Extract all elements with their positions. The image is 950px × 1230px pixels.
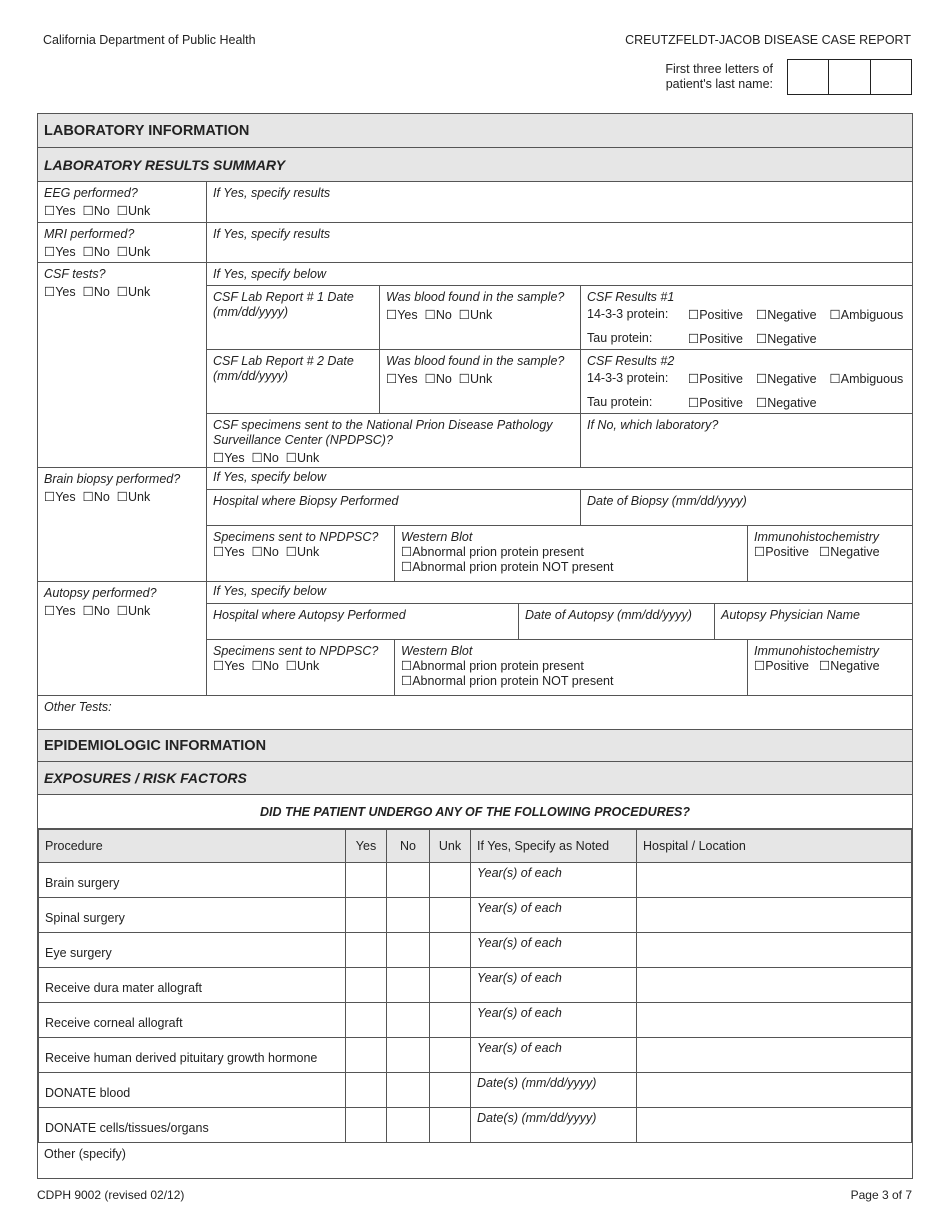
checkbox-ambiguous[interactable]: ☐Ambiguous — [829, 372, 904, 386]
procedures-table-wrap — [38, 829, 912, 1178]
lab-summary-title: LABORATORY RESULTS SUMMARY — [38, 148, 912, 182]
biopsy-options[interactable] — [44, 489, 200, 504]
biopsy-western-blot: Western Blot — [401, 530, 473, 544]
autopsy-spec-sent-options[interactable] — [213, 659, 388, 674]
specify-cell[interactable]: Year(s) of each — [471, 933, 637, 968]
checkbox-no[interactable]: ☐No — [82, 204, 110, 218]
autopsy-question: Autopsy performed? — [44, 586, 157, 600]
csf2-1433-options[interactable] — [688, 371, 903, 386]
table-row — [39, 1108, 912, 1143]
hospital-location-cell[interactable] — [637, 1073, 912, 1108]
no-cell[interactable] — [387, 1073, 430, 1108]
autopsy-western-blot: Western Blot — [401, 644, 473, 658]
csf-npdpsc-question: CSF specimens sent to the National Prion Disease Pathology Surveillance Center (NPDPSC)? — [213, 418, 553, 447]
eeg-row — [38, 182, 912, 223]
table-row — [39, 1038, 912, 1073]
procedures-header-row — [39, 830, 912, 863]
checkbox-negative[interactable]: ☐Negative — [755, 372, 817, 386]
biopsy-question: Brain biopsy performed? — [44, 472, 181, 486]
csf1-tau-label: Tau protein: — [587, 331, 653, 345]
unk-cell[interactable] — [430, 863, 471, 898]
agency-name: California Department of Public Health — [43, 33, 256, 47]
checkbox-yes[interactable]: ☐Yes — [386, 308, 418, 322]
csf1-1433-options[interactable] — [688, 307, 903, 322]
procedure-name: DONATE cells/tissues/organs — [39, 1108, 346, 1143]
checkbox-unk[interactable]: ☐Unk — [285, 545, 320, 559]
checkbox-yes[interactable]: ☐Yes — [44, 204, 76, 218]
column-header: Hospital / Location — [637, 830, 912, 863]
hospital-location-cell[interactable] — [637, 933, 912, 968]
csf-report-1 — [207, 285, 912, 350]
specify-cell[interactable]: Year(s) of each — [471, 1038, 637, 1073]
unk-cell[interactable] — [430, 1003, 471, 1038]
eeg-options[interactable] — [44, 203, 200, 218]
column-header: Procedure — [39, 830, 346, 863]
csf2-results-label: CSF Results #2 — [587, 354, 675, 368]
autopsy-physician[interactable]: Autopsy Physician Name — [714, 604, 912, 640]
autopsy-row — [38, 582, 912, 696]
checkbox-yes[interactable]: ☐Yes — [44, 490, 76, 504]
table-row — [39, 1073, 912, 1108]
checkbox-positive[interactable]: ☐Positive — [688, 332, 743, 346]
column-header: Unk — [430, 830, 471, 863]
no-cell[interactable] — [387, 968, 430, 1003]
biopsy-hospital[interactable]: Hospital where Biopsy Performed — [213, 494, 399, 508]
csf2-1433-label: 14-3-3 protein: — [587, 371, 669, 385]
mri-row — [38, 223, 912, 263]
mri-results[interactable]: If Yes, specify results — [206, 223, 912, 262]
last-name-letter-boxes — [787, 59, 912, 95]
checkbox-yes[interactable]: ☐Yes — [386, 372, 418, 386]
csf1-results-label: CSF Results #1 — [587, 290, 675, 304]
checkbox-unk[interactable]: ☐Unk — [116, 604, 151, 618]
specify-cell[interactable]: Date(s) (mm/dd/yyyy) — [471, 1073, 637, 1108]
procedures-table — [38, 829, 912, 1143]
specify-cell[interactable]: Year(s) of each — [471, 1003, 637, 1038]
checkbox-negative[interactable]: ☐Negative — [755, 396, 817, 410]
specify-cell[interactable]: Date(s) (mm/dd/yyyy) — [471, 1108, 637, 1143]
checkbox-positive[interactable]: ☐Positive — [754, 545, 809, 559]
autopsy-hospital-row — [207, 603, 912, 640]
no-cell[interactable] — [387, 1003, 430, 1038]
checkbox-ambiguous[interactable]: ☐Ambiguous — [829, 308, 904, 322]
exposures-title: EXPOSURES / RISK FACTORS — [38, 762, 912, 795]
checkbox-no[interactable]: ☐No — [82, 245, 110, 259]
checkbox-unk[interactable]: ☐Unk — [458, 308, 493, 322]
hospital-location-cell[interactable] — [637, 898, 912, 933]
checkbox-yes[interactable]: ☐Yes — [213, 451, 245, 465]
csf-options[interactable] — [44, 284, 200, 299]
other-tests-row — [38, 696, 912, 730]
unk-cell[interactable] — [430, 933, 471, 968]
column-header: No — [387, 830, 430, 863]
procedure-name: Receive corneal allograft — [39, 1003, 346, 1038]
csf2-tau-label: Tau protein: — [587, 395, 653, 409]
csf-specify: If Yes, specify below — [213, 267, 327, 281]
checkbox-unk[interactable]: ☐Unk — [116, 245, 151, 259]
mri-options[interactable] — [44, 244, 200, 259]
unk-cell[interactable] — [430, 968, 471, 1003]
last-name-label: First three letters of patient's last name: — [665, 62, 773, 91]
biopsy-ihc: Immunohistochemistry — [754, 530, 880, 544]
autopsy-spec-sent: Specimens sent to NPDPSC? — [213, 644, 379, 658]
other-tests[interactable]: Other Tests: — [44, 700, 112, 714]
csf-report-2 — [207, 349, 912, 414]
autopsy-hospital[interactable]: Hospital where Autopsy Performed — [213, 608, 406, 622]
table-row — [39, 898, 912, 933]
checkbox-no[interactable]: ☐No — [251, 545, 279, 559]
autopsy-options[interactable] — [44, 603, 200, 618]
csf1-blood-options[interactable] — [386, 307, 574, 322]
checkbox-positive[interactable]: ☐Positive — [688, 372, 743, 386]
checkbox-yes[interactable]: ☐Yes — [213, 545, 245, 559]
autopsy-results-row — [207, 639, 912, 695]
unk-cell[interactable] — [430, 898, 471, 933]
checkbox-no[interactable]: ☐No — [82, 285, 110, 299]
table-row — [39, 933, 912, 968]
eeg-question: EEG performed? — [44, 186, 138, 200]
csf2-blood-question: Was blood found in the sample? — [386, 354, 565, 368]
checkbox-no[interactable]: ☐No — [82, 604, 110, 618]
checkbox-no[interactable]: ☐No — [82, 490, 110, 504]
no-cell[interactable] — [387, 933, 430, 968]
yes-cell[interactable] — [346, 1073, 387, 1108]
unk-cell[interactable] — [430, 1073, 471, 1108]
procedure-name: Eye surgery — [39, 933, 346, 968]
hospital-location-cell[interactable] — [637, 1108, 912, 1143]
no-cell[interactable] — [387, 1108, 430, 1143]
checkbox-positive[interactable]: ☐Positive — [688, 308, 743, 322]
checkbox-no[interactable]: ☐No — [251, 659, 279, 673]
checkbox-negative[interactable]: ☐Negative — [755, 332, 817, 346]
unk-cell[interactable] — [430, 1108, 471, 1143]
yes-cell[interactable] — [346, 1108, 387, 1143]
letter-box-1[interactable] — [788, 60, 829, 94]
checkbox-yes[interactable]: ☐Yes — [44, 245, 76, 259]
table-row — [39, 1003, 912, 1038]
checkbox-unk[interactable]: ☐Unk — [285, 659, 320, 673]
procedure-name: Receive human derived pituitary growth hormone — [39, 1038, 346, 1073]
yes-cell[interactable] — [346, 933, 387, 968]
checkbox-unk[interactable]: ☐Unk — [285, 451, 320, 465]
letter-box-2[interactable] — [829, 60, 870, 94]
specify-cell[interactable]: Year(s) of each — [471, 898, 637, 933]
autopsy-wb-not-present[interactable]: ☐Abnormal prion protein NOT present — [401, 674, 614, 688]
other-specify[interactable]: Other (specify) — [44, 1147, 126, 1161]
form-frame — [37, 113, 913, 1179]
mri-question: MRI performed? — [44, 227, 135, 241]
csf-question: CSF tests? — [44, 267, 106, 281]
csf2-blood-options[interactable] — [386, 371, 574, 386]
biopsy-row — [38, 468, 912, 582]
checkbox-no[interactable]: ☐No — [424, 308, 452, 322]
eeg-results[interactable]: If Yes, specify results — [206, 182, 912, 222]
specify-cell[interactable]: Year(s) of each — [471, 863, 637, 898]
autopsy-specify: If Yes, specify below — [213, 584, 327, 598]
lab-section-title: LABORATORY INFORMATION — [38, 114, 912, 148]
autopsy-ihc-options[interactable] — [754, 659, 906, 674]
procedure-name: DONATE blood — [39, 1073, 346, 1108]
yes-cell[interactable] — [346, 863, 387, 898]
csf2-date[interactable]: CSF Lab Report # 2 Date (mm/dd/yyyy) — [213, 354, 354, 383]
checkbox-unk[interactable]: ☐Unk — [116, 490, 151, 504]
yes-cell[interactable] — [346, 898, 387, 933]
biopsy-spec-sent: Specimens sent to NPDPSC? — [213, 530, 379, 544]
csf1-date[interactable]: CSF Lab Report # 1 Date (mm/dd/yyyy) — [213, 290, 354, 319]
column-header: Yes — [346, 830, 387, 863]
autopsy-date[interactable]: Date of Autopsy (mm/dd/yyyy) — [518, 604, 714, 640]
no-cell[interactable] — [387, 1038, 430, 1073]
biopsy-specify: If Yes, specify below — [213, 470, 327, 484]
column-header: If Yes, Specify as Noted — [471, 830, 637, 863]
hospital-location-cell[interactable] — [637, 1003, 912, 1038]
csf1-blood-question: Was blood found in the sample? — [386, 290, 565, 304]
letter-box-3[interactable] — [871, 60, 911, 94]
procedure-name: Receive dura mater allograft — [39, 968, 346, 1003]
csf-which-lab[interactable]: If No, which laboratory? — [580, 414, 912, 467]
yes-cell[interactable] — [346, 1003, 387, 1038]
biopsy-hospital-row — [207, 489, 912, 526]
unk-cell[interactable] — [430, 1038, 471, 1073]
yes-cell[interactable] — [346, 968, 387, 1003]
procedure-name: Brain surgery — [39, 863, 346, 898]
form-title: CREUTZFELDT-JACOB DISEASE CASE REPORT — [625, 33, 911, 47]
csf-row — [38, 263, 912, 468]
hospital-location-cell[interactable] — [637, 1038, 912, 1073]
no-cell[interactable] — [387, 898, 430, 933]
specify-cell[interactable]: Year(s) of each — [471, 968, 637, 1003]
checkbox-positive[interactable]: ☐Positive — [688, 396, 743, 410]
form-id: CDPH 9002 (revised 02/12) — [37, 1188, 185, 1202]
table-row — [39, 968, 912, 1003]
csf-npdpsc — [207, 413, 912, 467]
checkbox-yes[interactable]: ☐Yes — [213, 659, 245, 673]
hospital-location-cell[interactable] — [637, 968, 912, 1003]
checkbox-unk[interactable]: ☐Unk — [116, 285, 151, 299]
page-number: Page 3 of 7 — [850, 1188, 912, 1202]
checkbox-negative[interactable]: ☐Negative — [755, 308, 817, 322]
biopsy-results-row — [207, 525, 912, 581]
procedure-name: Spinal surgery — [39, 898, 346, 933]
biopsy-date[interactable]: Date of Biopsy (mm/dd/yyyy) — [580, 490, 912, 526]
epi-section-title: EPIDEMIOLOGIC INFORMATION — [38, 730, 912, 762]
checkbox-negative[interactable]: ☐Negative — [818, 659, 880, 673]
hospital-location-cell[interactable] — [637, 863, 912, 898]
yes-cell[interactable] — [346, 1038, 387, 1073]
checkbox-positive[interactable]: ☐Positive — [754, 659, 809, 673]
procedures-question: DID THE PATIENT UNDERGO ANY OF THE FOLLOWING PROCEDURES? — [38, 795, 912, 829]
checkbox-no[interactable]: ☐No — [424, 372, 452, 386]
checkbox-yes[interactable]: ☐Yes — [44, 285, 76, 299]
csf-npdpsc-options[interactable] — [213, 451, 574, 466]
biopsy-spec-sent-options[interactable] — [213, 545, 388, 560]
biopsy-ihc-options[interactable] — [754, 545, 906, 560]
csf1-tau-options[interactable] — [688, 331, 817, 346]
autopsy-ihc: Immunohistochemistry — [754, 644, 880, 658]
biopsy-wb-present[interactable]: ☐Abnormal prion protein present — [401, 545, 584, 559]
checkbox-unk[interactable]: ☐Unk — [116, 204, 151, 218]
biopsy-wb-not-present[interactable]: ☐Abnormal prion protein NOT present — [401, 560, 614, 574]
no-cell[interactable] — [387, 863, 430, 898]
checkbox-no[interactable]: ☐No — [251, 451, 279, 465]
checkbox-yes[interactable]: ☐Yes — [44, 604, 76, 618]
table-row — [39, 863, 912, 898]
csf2-tau-options[interactable] — [688, 395, 817, 410]
checkbox-unk[interactable]: ☐Unk — [458, 372, 493, 386]
csf1-1433-label: 14-3-3 protein: — [587, 307, 669, 321]
checkbox-negative[interactable]: ☐Negative — [818, 545, 880, 559]
autopsy-wb-present[interactable]: ☐Abnormal prion protein present — [401, 659, 584, 673]
